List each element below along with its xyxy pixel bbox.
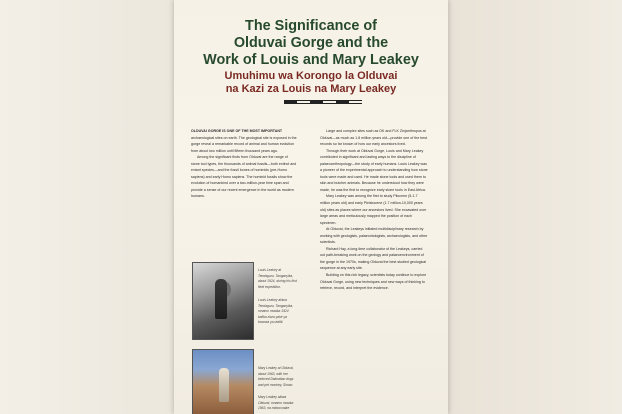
photo-louis-leakey bbox=[192, 262, 254, 340]
gallery-wall-left bbox=[0, 0, 174, 414]
paragraph: At Olduvai, the Leakeys initiated multidisciplinary research by working with geologists, palaeontologists, archaeologists, and other scientists. bbox=[320, 227, 428, 245]
caption-english: Mary Leakey at Olduvai, about 1963, with her beloved Dalmatian dogs and pet monkey, Simon. bbox=[258, 366, 294, 387]
paragraph: Mary Leakey was among the first to study Pliocene (5-1.7 million years old) and early Pleistocene (1.7 million-10,000 years old) sites as places where our ancestors lived. She excavated over large areas and meticulously mapped the position of each specimen. bbox=[320, 194, 427, 225]
lead-text: OLDUVAI GORGE IS ONE OF THE MOST IMPORTANT bbox=[191, 129, 283, 133]
paragraph: Richard Hay, a long-time collaborator of the Leakeys, carried out path-breaking work on the geology and palaeoenvironment of the gorge in the 1970s, making Olduvai the best studied geological sequence at any early site. bbox=[320, 246, 427, 271]
paragraph: Building on this rich legacy, scientists today continue to explore Olduvai Gorge, using new techniques and new ways of thinking to retrieve, record, and interpret the evidence. bbox=[320, 273, 427, 291]
panel-title bbox=[174, 18, 448, 69]
caption-swahili: Louis Leakey akiwa Tendaguru, Tanganyika, mnamo mwaka 1924 katika ziara yake ya kwanza ya utafiti. bbox=[258, 298, 294, 325]
title-line: Olduvai Gorge and the bbox=[233, 35, 389, 51]
subtitle-line: na Kazi za Louis na Mary Leakey bbox=[225, 83, 397, 95]
exhibit-panel bbox=[174, 0, 448, 414]
panel-subtitle bbox=[174, 70, 448, 96]
paragraph: Through their work at Olduvai Gorge, Louis and Mary Leakey contributed in significant and lasting ways to the discipline of palaeoanthropology—the study of early humans. Louis Leakey was a pioneer of the experimental approach to understanding how stone tools were made and used. He made stone tools and used them to skin and butcher animals. Because he understood how they were made, he was the first to recognize early stone tools in East Africa. bbox=[320, 148, 428, 192]
photo-mary-leakey bbox=[192, 349, 254, 414]
subtitle-line: Umuhimu wa Korongo la Olduvai bbox=[224, 70, 398, 82]
caption-swahili: Mary Leakey akiwa Olduvai, mnamo mwaka 1963, na mbwa wake bbox=[258, 395, 294, 411]
paragraph: Large and complex sites such as DK and FLK Zinjanthropus at Olduvai—as much as 1.8 million years old—provide one of the best records so far known of how our early ancestors lived. bbox=[320, 129, 428, 147]
caption-english: Louis Leakey at Tendaguru, Tanganyika, about 1924, during his first field expedition. bbox=[258, 268, 297, 289]
gallery-wall-right bbox=[448, 0, 622, 414]
scale-bar bbox=[284, 100, 362, 104]
paragraph: archaeological sites on earth. The geological site is exposed in the gorge reveal a remarkable record of animal and human evolution from about two million until fifteen thousand years ago. bbox=[191, 135, 297, 153]
title-line: Work of Louis and Mary Leakey bbox=[203, 52, 419, 68]
title-line: The Significance of bbox=[245, 18, 377, 34]
left-text-column bbox=[191, 128, 297, 200]
paragraph: Among the significant finds from Olduvai are the range of stone tool types, the thousands of animal fossils—both extinct and extant species—and the fossil bones of hominids (pre-Homo sapiens) and early Homo sapiens. The hominid fossils show the evolution of humankind over a two-million-year time span and provide a sense of our recent emergence in the world as modern humans. bbox=[191, 155, 297, 199]
right-text-column bbox=[320, 128, 428, 292]
